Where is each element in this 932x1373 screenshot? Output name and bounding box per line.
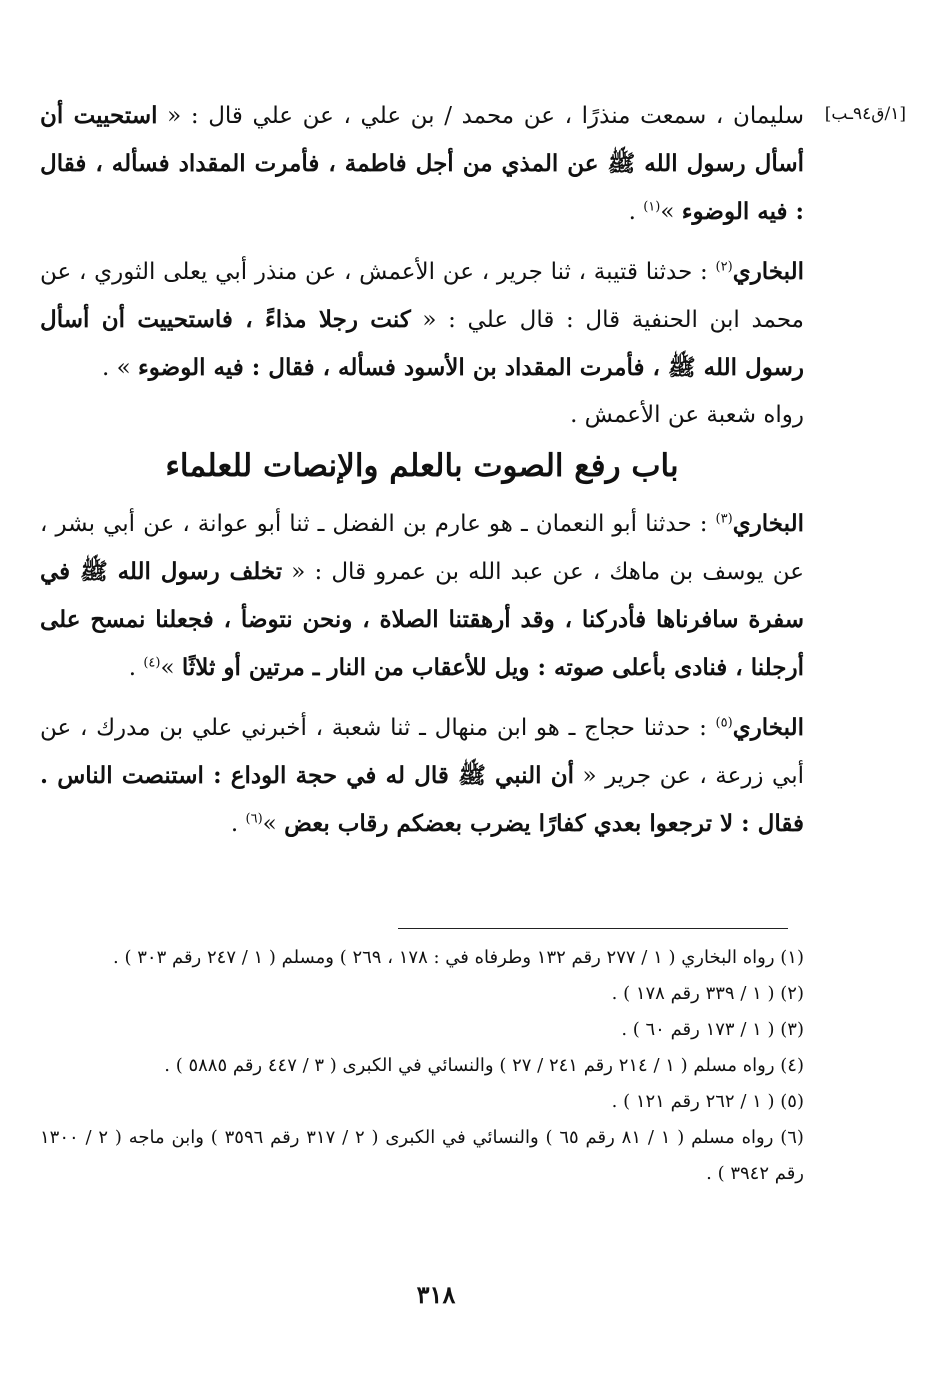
footnote: (٦) رواه مسلم ( ١ / ٨١ رقم ٦٥ ) والنسائي في الكبرى ( ٢ / ٣١٧ رقم ٣٥٩٦ ) وابن ماجه ( ٢ / ١٣٠٠ رقم ٣٩٤٢ ) . xyxy=(40,1127,804,1184)
text: . xyxy=(230,811,246,837)
main-text-bottom xyxy=(40,500,804,848)
footnote: (٣) ( ١ / ١٧٣ رقم ٦٠ ) . xyxy=(621,1019,804,1040)
bold-hadith-text: استحييت أن أسأل رسول الله ﷺ عن المذي من أجل فاطمة ، فأمرت المقداد فسأله ، فقال : فيه الوضوء xyxy=(40,102,804,225)
text: . xyxy=(128,655,144,681)
footnote: (٥) ( ١ / ٢٦٢ رقم ١٢١ ) . xyxy=(611,1091,804,1112)
manuscript-margin-reference: [١/ق٩٤ـب] xyxy=(824,104,906,124)
paragraph-2 xyxy=(40,248,804,439)
footnote: (١) رواه البخاري ( ١ / ٢٧٧ رقم ١٣٢ وطرفاه في : ١٧٨ ، ٢٦٩ ) ومسلم ( ١ / ٢٤٧ رقم ٣٠٣ ) . xyxy=(113,947,804,968)
footnote-ref[interactable]: (٣) xyxy=(715,511,733,527)
page-number: ٣١٨ xyxy=(416,1280,456,1309)
text: » xyxy=(160,655,182,681)
bold-hadith-text: تخلف رسول الله ﷺ في سفرة سافرناها فأدركنا ، وقد أرهقتنا الصلاة ، ونحن نتوضأ ، فجعلنا نمسح على أرجلنا ، فنادى بأعلى صوته : ويل للأعقاب من النار ـ مرتين أو ثلاثًا xyxy=(40,558,804,681)
bold-hadith-text: كنت رجلا مذاءً ، فاستحييت أن أسأل رسول الله ﷺ ، فأمرت المقداد بن الأسود فسأله ، فقال : فيه الوضوء xyxy=(40,306,804,381)
footnote-ref[interactable]: (٦) xyxy=(245,811,263,827)
footnote-ref[interactable]: (١) xyxy=(643,199,661,215)
text: : حدثنا أبو النعمان ـ هو عارم بن الفضل ـ ثنا أبو عوانة ، عن أبي بشر ، عن يوسف بن ماهك ، عن عبد الله بن عمرو قال : « xyxy=(40,511,805,585)
chapter-heading: باب رفع الصوت بالعلم والإنصات للعلماء xyxy=(165,448,679,484)
source-name: البخاري xyxy=(732,510,804,537)
source-name: البخاري xyxy=(732,258,804,285)
text: سليمان ، سمعت منذرًا ، عن محمد / بن علي ، عن علي قال : « xyxy=(157,103,804,129)
footnote-ref[interactable]: (٥) xyxy=(715,715,733,731)
paragraph-1 xyxy=(40,92,804,236)
paragraph-4 xyxy=(40,704,804,848)
text: . xyxy=(628,199,644,225)
text: » xyxy=(262,811,285,837)
footnote-separator xyxy=(398,928,788,929)
main-text-top xyxy=(40,92,804,439)
footnote: (٢) ( ١ / ٣٣٩ رقم ١٧٨ ) . xyxy=(611,983,804,1004)
paragraph-3 xyxy=(40,500,804,692)
footnote: (٤) رواه مسلم ( ١ / ٢١٤ رقم ٢٤١ / ٢٧ ) والنسائي في الكبرى ( ٣ / ٤٤٧ رقم ٥٨٨٥ ) . xyxy=(164,1055,804,1076)
footnote-ref[interactable]: (٢) xyxy=(715,259,733,275)
text: » xyxy=(660,199,682,225)
footnotes xyxy=(40,940,804,1192)
footnote-ref[interactable]: (٤) xyxy=(143,655,161,671)
text: » . xyxy=(101,355,138,381)
text: : حدثنا حجاج ـ هو ابن منهال ـ ثنا شعبة ، أخبرني علي بن مدرك ، عن أبي زرعة ، عن جرير « xyxy=(40,715,804,789)
bold-hadith-text: أن النبي ﷺ قال له في حجة الوداع : استنصت الناس . فقال : لا ترجعوا بعدي كفارًا يضرب بعضكم رقاب بعض xyxy=(40,762,804,837)
text: : حدثنا قتيبة ، ثنا جرير ، عن الأعمش ، عن منذر أبي يعلى الثوري ، عن محمد ابن الحنفية قال : قال علي : « xyxy=(40,259,805,333)
narration-note: رواه شعبة عن الأعمش . xyxy=(570,402,804,428)
source-name: البخاري xyxy=(732,714,804,741)
